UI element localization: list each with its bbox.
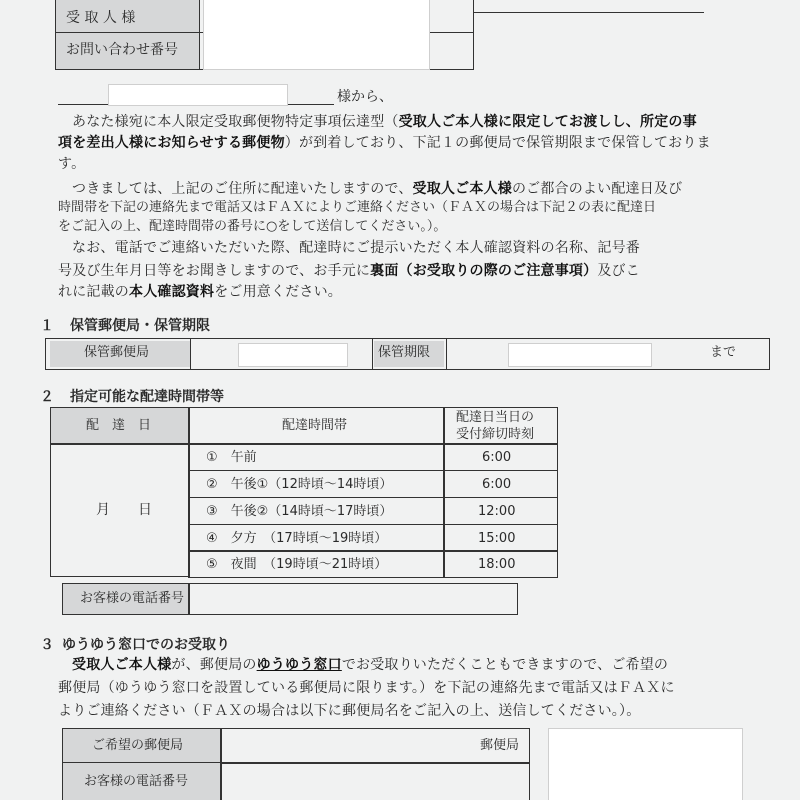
recipient-label: 受 取 人 様 [66, 10, 136, 26]
intro-line-3 [58, 155, 85, 173]
sender-suffix: 様から、 [337, 89, 393, 105]
office-label: 保管郵便局 [84, 345, 150, 360]
header-right-line [474, 12, 704, 13]
col-date-label: 配 達 日 [86, 418, 152, 433]
s2-phone-value-cell [188, 583, 518, 615]
intro-bold-text: 受取人ご本人様 [412, 181, 512, 197]
until-label: まで [710, 345, 737, 360]
inquiry-label: お問い合わせ番号 [66, 42, 178, 58]
s2-phone-label: お客様の電話番号 [80, 591, 185, 606]
intro-line-8 [58, 262, 640, 280]
intro-bold-text: 本人確認資料 [129, 284, 215, 300]
intro-text: なお、電話でご連絡いただいた際、配達時にご提示いただく本人確認資料の名称、記号番 [72, 240, 640, 256]
intro-line-7 [72, 239, 640, 257]
slot-label-4: ④ 夕方 （17時頃～19時頃） [206, 531, 388, 546]
section-3-number: ３ [40, 637, 54, 653]
period-label: 保管期限 [378, 345, 431, 360]
redacted-contact-info [548, 728, 743, 800]
slot-label-2: ② 午後①（12時頃～14時頃） [206, 477, 393, 492]
slot-label-1: ① 午前 [206, 450, 257, 465]
intro-line-1 [72, 113, 697, 131]
section-1-number: １ [40, 318, 54, 334]
intro-line-9 [58, 283, 342, 301]
intro-line-4 [72, 180, 682, 198]
section-2-title: 指定可能な配達時間帯等 [70, 389, 224, 405]
slot-label-5: ⑤ 夜間 （19時頃～21時頃） [206, 557, 388, 572]
section-1-title: 保管郵便局・保管期限 [70, 318, 210, 334]
intro-text: ）が到着しており、下記１の郵便局で保管期限まで保管しておりま [284, 135, 711, 151]
s3-line-3 [58, 702, 640, 720]
intro-bold-text: 項を差出人様にお知らせする郵便物 [58, 135, 285, 151]
cutoff-value-4: 15:00 [478, 531, 516, 546]
intro-line-6 [58, 218, 446, 236]
s3-line-1 [72, 656, 668, 674]
intro-text: れに記載の [58, 284, 129, 300]
intro-bold-text: 受取人ご本人様に限定してお渡しし、所定の事 [398, 114, 697, 130]
slot-label-3: ③ 午後②（14時頃～17時頃） [206, 504, 393, 519]
redacted-recipient-inquiry [203, 0, 430, 70]
cutoff-value-1: 6:00 [482, 450, 512, 465]
intro-text: 及びこ [597, 263, 640, 279]
intro-text: あなた様宛に本人限定受取郵便物特定事項伝達型（ [72, 114, 399, 130]
s3-text: 郵便局（ゆうゆう窓口を設置している郵便局に限ります。）を下記の連絡先まで電話又はＦＡＸに [58, 680, 675, 696]
s3-bold-text: 受取人ご本人様 [72, 657, 172, 673]
s3-bold-text: ゆうゆう窓口 [256, 657, 342, 673]
s3-text: でお受取りいただくこともできますので、ご希望の [341, 657, 669, 673]
intro-text: 時間帯を下記の連絡先まで電話又はＦＡＸによりご連絡ください（ＦＡＸの場合は下記２の表に配達日 [58, 200, 657, 215]
intro-text: つきましては、上記のご住所に配達いたしますので、 [72, 181, 413, 197]
s3-phone-label: お客様の電話番号 [84, 774, 189, 789]
intro-bold-text: 裏面（お受取りの際のご注意事項） [370, 263, 598, 279]
s3-text: よりご連絡ください（ＦＡＸの場合は以下に郵便局名をご記入の上、送信してください。）。 [58, 703, 641, 719]
s1-divider-2 [372, 338, 373, 370]
s1-divider-1 [190, 338, 191, 370]
date-value: 月 日 [96, 502, 152, 518]
redacted-sender-name [108, 84, 288, 106]
redacted-storage-period [508, 343, 652, 367]
intro-line-5 [58, 199, 656, 217]
intro-text: のご都合のよい配達日及び [511, 181, 683, 197]
s3-office-suffix: 郵便局 [480, 738, 520, 753]
cutoff-value-3: 12:00 [478, 504, 516, 519]
section-2-number: ２ [40, 389, 54, 405]
s3-line-2 [58, 679, 675, 697]
section-3-title: ゆうゆう窓口でのお受取り [62, 637, 230, 653]
s3-text: が、郵便局の [171, 657, 257, 673]
intro-text: をご用意ください。 [214, 284, 343, 300]
col-cutoff-label-1: 配達日当日の [456, 410, 535, 425]
intro-text: す。 [58, 156, 86, 172]
intro-line-2 [58, 134, 711, 152]
intro-text: をご記入の上、配達時間帯の番号に○をして送信してください。）。 [58, 219, 447, 234]
cutoff-value-5: 18:00 [478, 557, 516, 572]
s1-divider-3 [446, 338, 447, 370]
intro-text: 号及び生年月日等をお聞きしますので、お手元に [58, 263, 371, 279]
s3-office-label: ご希望の郵便局 [92, 738, 184, 753]
cutoff-value-2: 6:00 [482, 477, 512, 492]
col-slot-label: 配達時間帯 [282, 418, 348, 433]
redacted-office-name [238, 343, 348, 367]
col-cutoff-label-2: 受付締切時刻 [456, 427, 535, 442]
s3-phone-value-cell [220, 762, 530, 800]
